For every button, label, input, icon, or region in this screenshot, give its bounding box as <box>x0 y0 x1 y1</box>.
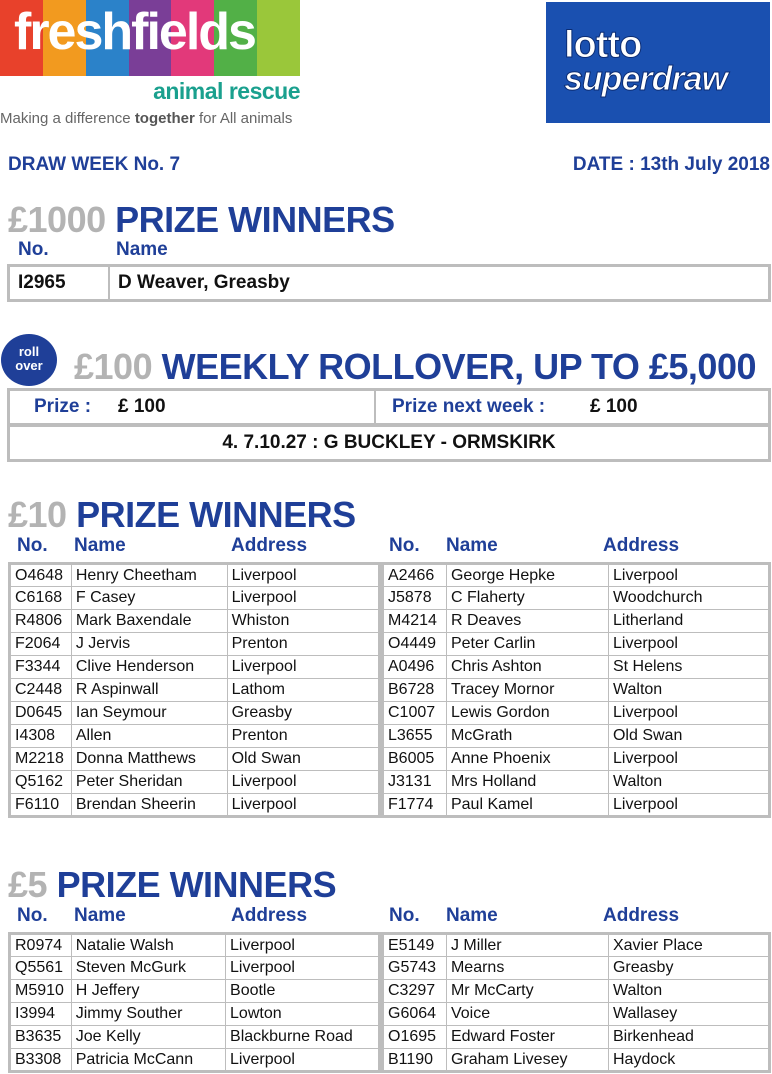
winner-row <box>383 771 770 794</box>
winner-address: Greasby <box>608 957 769 980</box>
prize-1000-name: D Weaver, Greasby <box>118 272 290 293</box>
freshfields-logo <box>0 0 302 130</box>
winner-row <box>10 934 380 957</box>
winner-name: Natalie Walsh <box>71 934 225 957</box>
ticket-number: B3635 <box>10 1026 72 1049</box>
prize-10-table-right <box>381 562 771 818</box>
prize-5-col-no: No. <box>17 905 48 926</box>
ticket-number: L3655 <box>383 725 447 748</box>
ticket-number: M2218 <box>10 748 72 771</box>
tagline: Making a difference together for All animals <box>0 110 293 127</box>
rollover-title: WEEKLY ROLLOVER, UP TO £5,000 <box>161 346 756 387</box>
winner-address: Whiston <box>227 610 379 633</box>
winner-name: McGrath <box>446 725 608 748</box>
winner-address: Walton <box>608 679 769 702</box>
winner-address: Liverpool <box>608 794 769 817</box>
winner-name: C Flaherty <box>446 587 608 610</box>
rollover-prize-row <box>7 388 771 426</box>
rollover-result-row <box>7 424 771 462</box>
winner-name: R Aspinwall <box>71 679 227 702</box>
winner-name: R Deaves <box>446 610 608 633</box>
winner-address: Liverpool <box>226 1049 380 1072</box>
winner-address: St Helens <box>608 656 769 679</box>
winner-name: Mark Baxendale <box>71 610 227 633</box>
prize-10-col-name: Name <box>74 535 126 556</box>
winner-address: Old Swan <box>608 725 769 748</box>
prize-1000-col-no: No. <box>18 239 49 260</box>
ticket-number: C2448 <box>10 679 72 702</box>
ticket-number: C3297 <box>383 980 447 1003</box>
prize-10-amount: £10 <box>8 494 67 535</box>
winner-row <box>383 748 770 771</box>
prize-5-col-no-right: No. <box>389 905 420 926</box>
winner-row <box>10 679 380 702</box>
rollover-prize-label: Prize : <box>34 396 92 417</box>
divider <box>374 391 376 423</box>
prize-5-col-name: Name <box>74 905 126 926</box>
winner-row <box>383 633 770 656</box>
prize-1000-row <box>7 264 771 302</box>
prize-10-col-address-right: Address <box>603 535 680 556</box>
winner-address: Haydock <box>608 1049 769 1072</box>
winner-address: Blackburne Road <box>226 1026 380 1049</box>
winner-address: Birkenhead <box>608 1026 769 1049</box>
winner-row <box>10 656 380 679</box>
winner-name: F Casey <box>71 587 227 610</box>
winner-name: Chris Ashton <box>446 656 608 679</box>
ticket-number: I4308 <box>10 725 72 748</box>
ticket-number: A2466 <box>383 564 447 587</box>
rollover-prize-value: £ 100 <box>118 396 166 417</box>
winner-address: Old Swan <box>227 748 379 771</box>
winner-address: Lathom <box>227 679 379 702</box>
winner-name: Jimmy Souther <box>71 1003 225 1026</box>
winner-address: Walton <box>608 980 769 1003</box>
winner-row <box>383 564 770 587</box>
superdraw-word: superdraw <box>564 60 727 98</box>
winner-address: Xavier Place <box>608 934 769 957</box>
winner-address: Liverpool <box>227 771 379 794</box>
rollover-badge-line2: over <box>15 358 43 373</box>
winner-address: Liverpool <box>608 564 769 587</box>
winner-address: Liverpool <box>226 957 380 980</box>
winner-address: Liverpool <box>227 794 379 817</box>
ticket-number: E5149 <box>383 934 447 957</box>
rollover-next-value: £ 100 <box>590 396 638 417</box>
winner-row <box>383 957 770 980</box>
winner-name: J Jervis <box>71 633 227 656</box>
winner-name: Voice <box>446 1003 608 1026</box>
winner-row <box>10 564 380 587</box>
winner-name: Mrs Holland <box>446 771 608 794</box>
winner-name: Mr McCarty <box>446 980 608 1003</box>
winner-row <box>383 980 770 1003</box>
prize-5-col-address: Address <box>231 905 308 926</box>
ticket-number: J3131 <box>383 771 447 794</box>
prize-5-heading <box>8 864 336 906</box>
winner-name: Peter Sheridan <box>71 771 227 794</box>
winner-row <box>383 1049 770 1072</box>
winner-row <box>383 656 770 679</box>
winner-name: Steven McGurk <box>71 957 225 980</box>
prize-10-col-no-right: No. <box>389 535 420 556</box>
winner-row <box>10 794 380 817</box>
winner-name: George Hepke <box>446 564 608 587</box>
winner-name: Brendan Sheerin <box>71 794 227 817</box>
prize-10-col-address: Address <box>231 535 308 556</box>
ticket-number: B3308 <box>10 1049 72 1072</box>
winner-row <box>10 980 380 1003</box>
ticket-number: F6110 <box>10 794 72 817</box>
prize-5-title: PRIZE WINNERS <box>56 864 337 905</box>
ticket-number: B6728 <box>383 679 447 702</box>
winner-name: Mearns <box>446 957 608 980</box>
winner-row <box>383 934 770 957</box>
winner-address: Liverpool <box>608 748 769 771</box>
logo-wordmark: freshfields <box>14 3 255 61</box>
winner-name: Donna Matthews <box>71 748 227 771</box>
ticket-number: C1007 <box>383 702 447 725</box>
prize-10-table-left <box>8 562 381 818</box>
winner-name: Tracey Mornor <box>446 679 608 702</box>
rollover-result: 4. 7.10.27 : G BUCKLEY - ORMSKIRK <box>222 432 556 453</box>
ticket-number: G5743 <box>383 957 447 980</box>
winner-address: Litherland <box>608 610 769 633</box>
prize-10-title: PRIZE WINNERS <box>76 494 356 535</box>
winner-address: Bootle <box>226 980 380 1003</box>
ticket-number: O4648 <box>10 564 72 587</box>
winner-row <box>383 1003 770 1026</box>
ticket-number: B1190 <box>383 1049 447 1072</box>
winner-address: Liverpool <box>227 587 379 610</box>
draw-date: DATE : 13th July 2018 <box>572 154 770 175</box>
winner-row <box>10 725 380 748</box>
prize-1000-title: PRIZE WINNERS <box>115 199 395 240</box>
winner-name: Graham Livesey <box>446 1049 608 1072</box>
winner-row <box>10 633 380 656</box>
winner-name: J Miller <box>446 934 608 957</box>
draw-week: DRAW WEEK No. 7 <box>8 154 181 175</box>
ticket-number: M5910 <box>10 980 72 1003</box>
prize-1000-amount: £1000 <box>8 199 106 240</box>
ticket-number: R4806 <box>10 610 72 633</box>
winner-row <box>10 748 380 771</box>
rollover-heading <box>74 346 756 388</box>
ticket-number: I3994 <box>10 1003 72 1026</box>
winner-row <box>10 1049 380 1072</box>
winner-row <box>10 587 380 610</box>
winner-address: Prenton <box>227 725 379 748</box>
winner-row <box>10 1003 380 1026</box>
ticket-number: F3344 <box>10 656 72 679</box>
rollover-badge-line1: roll <box>18 344 40 359</box>
ticket-number: J5878 <box>383 587 447 610</box>
prize-1000-col-name: Name <box>116 239 168 260</box>
prize-5-amount: £5 <box>8 864 48 905</box>
ticket-number: Q5162 <box>10 771 72 794</box>
winner-row <box>10 702 380 725</box>
winner-row <box>383 610 770 633</box>
ticket-number: Q5561 <box>10 957 72 980</box>
ticket-number: O1695 <box>383 1026 447 1049</box>
winner-name: H Jeffery <box>71 980 225 1003</box>
prize-5-table-right <box>381 932 771 1073</box>
winner-row <box>383 1026 770 1049</box>
winner-row <box>10 1026 380 1049</box>
winner-row <box>383 725 770 748</box>
prize-5-col-name-right: Name <box>446 905 498 926</box>
ticket-number: F1774 <box>383 794 447 817</box>
ticket-number: R0974 <box>10 934 72 957</box>
winner-address: Liverpool <box>608 633 769 656</box>
winner-address: Liverpool <box>226 934 380 957</box>
winner-row <box>10 957 380 980</box>
logo-subtitle: animal rescue <box>153 78 300 104</box>
draw-info <box>8 154 770 176</box>
lotto-word: lotto <box>564 24 642 66</box>
winner-address: Walton <box>608 771 769 794</box>
prize-5-col-address-right: Address <box>603 905 680 926</box>
winner-address: Liverpool <box>608 702 769 725</box>
ticket-number: M4214 <box>383 610 447 633</box>
winner-name: Lewis Gordon <box>446 702 608 725</box>
ticket-number: D0645 <box>10 702 72 725</box>
winner-name: Clive Henderson <box>71 656 227 679</box>
winner-address: Liverpool <box>227 656 379 679</box>
rollover-next-label: Prize next week : <box>392 396 546 417</box>
winner-address: Prenton <box>227 633 379 656</box>
ticket-number: F2064 <box>10 633 72 656</box>
ticket-number: G6064 <box>383 1003 447 1026</box>
lotto-superdraw-logo <box>546 2 770 123</box>
rollover-amount: £100 <box>74 346 153 387</box>
prize-10-heading <box>8 494 356 536</box>
winner-name: Paul Kamel <box>446 794 608 817</box>
winner-row <box>10 771 380 794</box>
winner-row <box>383 679 770 702</box>
winner-address: Wallasey <box>608 1003 769 1026</box>
winner-address: Liverpool <box>227 564 379 587</box>
winner-name: Anne Phoenix <box>446 748 608 771</box>
prize-1000-number: I2965 <box>18 272 66 293</box>
prize-5-table-left <box>8 932 381 1073</box>
winner-row <box>10 610 380 633</box>
ticket-number: A0496 <box>383 656 447 679</box>
winner-row <box>383 794 770 817</box>
ticket-number: O4449 <box>383 633 447 656</box>
ticket-number: C6168 <box>10 587 72 610</box>
ticket-number: B6005 <box>383 748 447 771</box>
prize-10-col-no: No. <box>17 535 48 556</box>
winner-name: Henry Cheetham <box>71 564 227 587</box>
winner-address: Woodchurch <box>608 587 769 610</box>
winner-name: Edward Foster <box>446 1026 608 1049</box>
winner-name: Allen <box>71 725 227 748</box>
winner-address: Greasby <box>227 702 379 725</box>
winner-name: Peter Carlin <box>446 633 608 656</box>
winner-row <box>383 587 770 610</box>
winner-name: Ian Seymour <box>71 702 227 725</box>
rollover-badge <box>1 334 57 386</box>
winner-address: Lowton <box>226 1003 380 1026</box>
winner-name: Joe Kelly <box>71 1026 225 1049</box>
winner-name: Patricia McCann <box>71 1049 225 1072</box>
winner-row <box>383 702 770 725</box>
prize-10-col-name-right: Name <box>446 535 498 556</box>
prize-1000-heading <box>8 199 395 241</box>
